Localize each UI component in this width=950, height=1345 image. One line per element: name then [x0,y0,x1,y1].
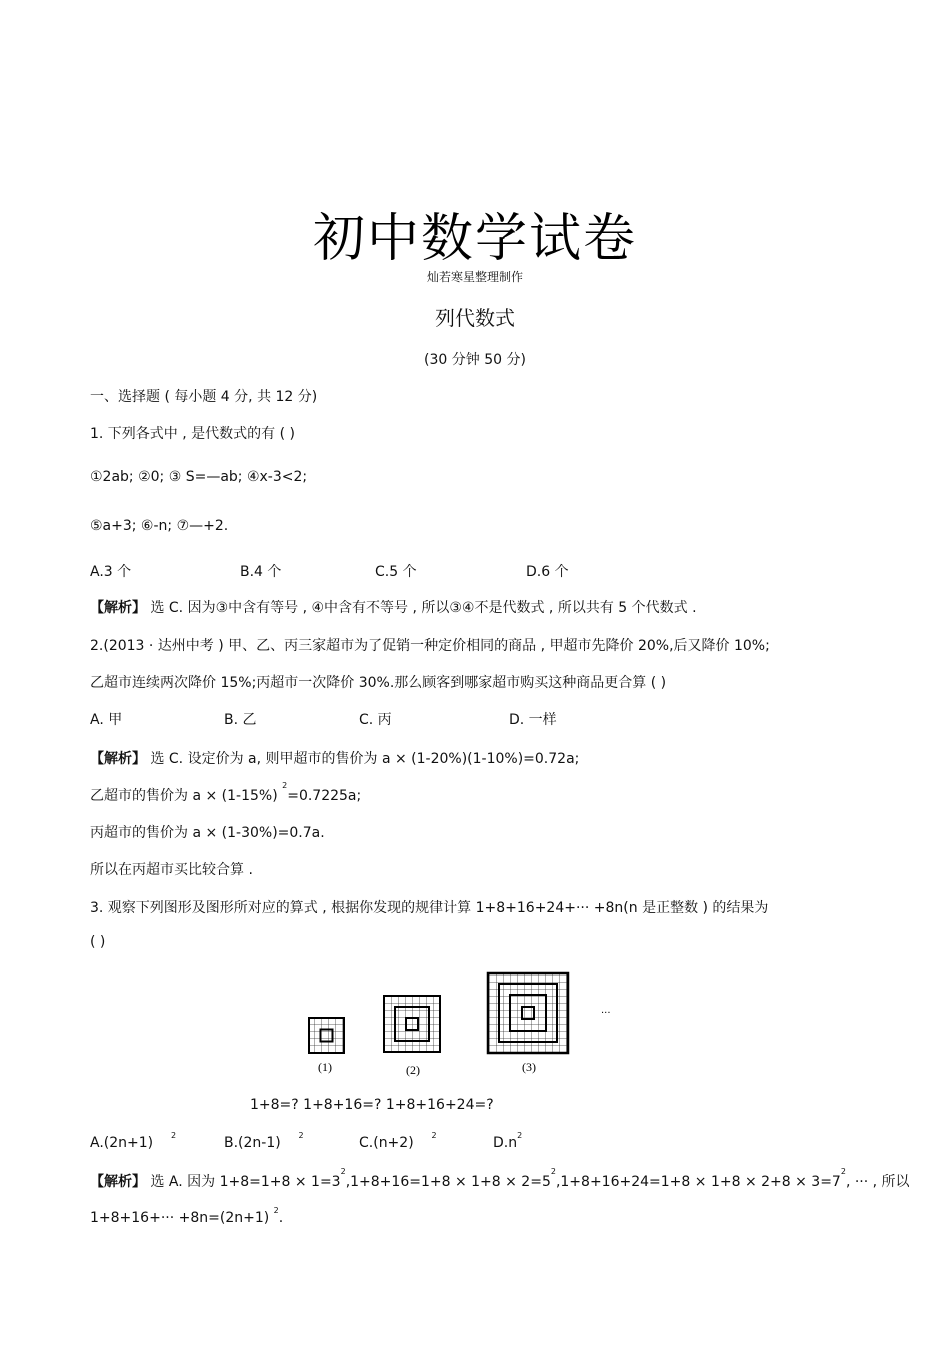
exponent: 2 [170,1131,177,1140]
q3-analysis-1 [90,1167,910,1191]
q3-option-d [493,1131,523,1151]
q1-items-1: ①2ab; ②0; ③ S=—ab; ④x-3<2; [90,469,308,485]
analysis-text: ,1+8+16=1+8 × 1+8 × 2=5 [345,1174,551,1190]
q2-analysis-3: 丙超市的售价为 a × (1-30%)=0.7a. [90,825,325,841]
exponent: 2 [517,1131,523,1140]
analysis-text: 选 C. 因为③中含有等号 , ④中含有不等号 , 所以③④不是代数式 , 所以共有 5 个代数式 . [150,600,697,616]
q3-analysis-2 [90,1206,284,1226]
exponent: 2 [340,1167,346,1176]
q1-option-c: C.5 个 [375,564,417,580]
q2-stem-1: 2.(2013 · 达州中考 ) 甲、乙、丙三家超市为了促销一种定价相同的商品 , 甲超市先降价 20%,后又降价 10%; [90,638,770,654]
q2-analysis-1 [90,748,579,768]
section-title: 一、选择题 ( 每小题 4 分, 共 12 分) [90,389,318,405]
analysis-text: 选 A. 因为 1+8=1+8 × 1=3 [150,1174,341,1190]
q2-option-d: D. 一样 [509,712,557,728]
analysis-text: 乙超市的售价为 a × (1-15%) [90,788,283,804]
figure-label-1: (1) [318,1060,332,1074]
q3-option-b [224,1131,304,1151]
analysis-label: 【解析】 [90,600,146,616]
q3-formulas: 1+8=? 1+8+16=? 1+8+16+24=? [250,1097,494,1113]
exponent: 2 [273,1206,279,1215]
q2-analysis-4: 所以在丙超市买比较合算 . [90,862,253,878]
analysis-text: =0.7225a; [287,788,362,804]
q2-option-b: B. 乙 [224,712,257,728]
q3-stem-1: 3. 观察下列图形及图形所对应的算式 , 根据你发现的规律计算 1+8+16+24+··· +8n(n 是正整数 ) 的结果为 [90,900,769,916]
exponent: 2 [298,1131,304,1140]
q2-analysis-2 [90,781,362,805]
exponent: 2 [431,1131,437,1140]
exponent: 2 [840,1167,846,1176]
q1-option-b: B.4 个 [240,564,282,580]
figure-label-2: (2) [406,1063,420,1077]
figure-label-3: (3) [522,1060,536,1074]
q1-stem: 1. 下列各式中 , 是代数式的有 ( ) [90,426,295,442]
q3-option-c [359,1131,437,1151]
exponent: 2 [282,781,288,790]
q3-option-a [90,1131,177,1151]
analysis-label: 【解析】 [90,1174,146,1190]
figure-1 [309,1018,344,1053]
analysis-text: , ··· , 所以 [845,1174,910,1190]
q1-option-d: D.6 个 [526,564,569,580]
figure-2 [384,996,440,1052]
option-text: A.(2n+1) [90,1135,154,1151]
q1-option-a: A.3 个 [90,564,132,580]
analysis-text: . [278,1210,284,1226]
time-score-info: (30 分钟 50 分) [424,352,526,368]
ellipsis: ··· [601,1008,611,1019]
page-subtitle: 灿若寒星整理制作 [426,270,523,284]
q2-option-a: A. 甲 [90,712,123,728]
option-text: B.(2n-1) [224,1135,281,1151]
square-grid-figure [300,968,630,1083]
q2-stem-2: 乙超市连续两次降价 15%;丙超市一次降价 30%.那么顾客到哪家超市购买这种商品更合算 ( ) [90,675,667,691]
page-title: 初中数学试卷 [312,209,637,269]
q1-analysis [90,597,697,617]
figure-3 [488,973,568,1053]
q1-items-2: ⑤a+3; ⑥-n; ⑦—+2. [90,518,229,534]
exponent: 2 [550,1167,556,1176]
analysis-text: ,1+8+16+24=1+8 × 1+8 × 2+8 × 3=7 [555,1174,841,1190]
option-text: D.n [493,1135,518,1151]
q3-stem-2: ( ) [90,934,106,950]
analysis-text: 1+8+16+··· +8n=(2n+1) [90,1210,270,1226]
analysis-text: 选 C. 设定价为 a, 则甲超市的售价为 a × (1-20%)(1-10%)=0.72a; [150,751,580,767]
analysis-label: 【解析】 [90,751,146,767]
q2-option-c: C. 丙 [359,712,392,728]
section-heading: 列代数式 [435,306,515,330]
option-text: C.(n+2) [359,1135,414,1151]
